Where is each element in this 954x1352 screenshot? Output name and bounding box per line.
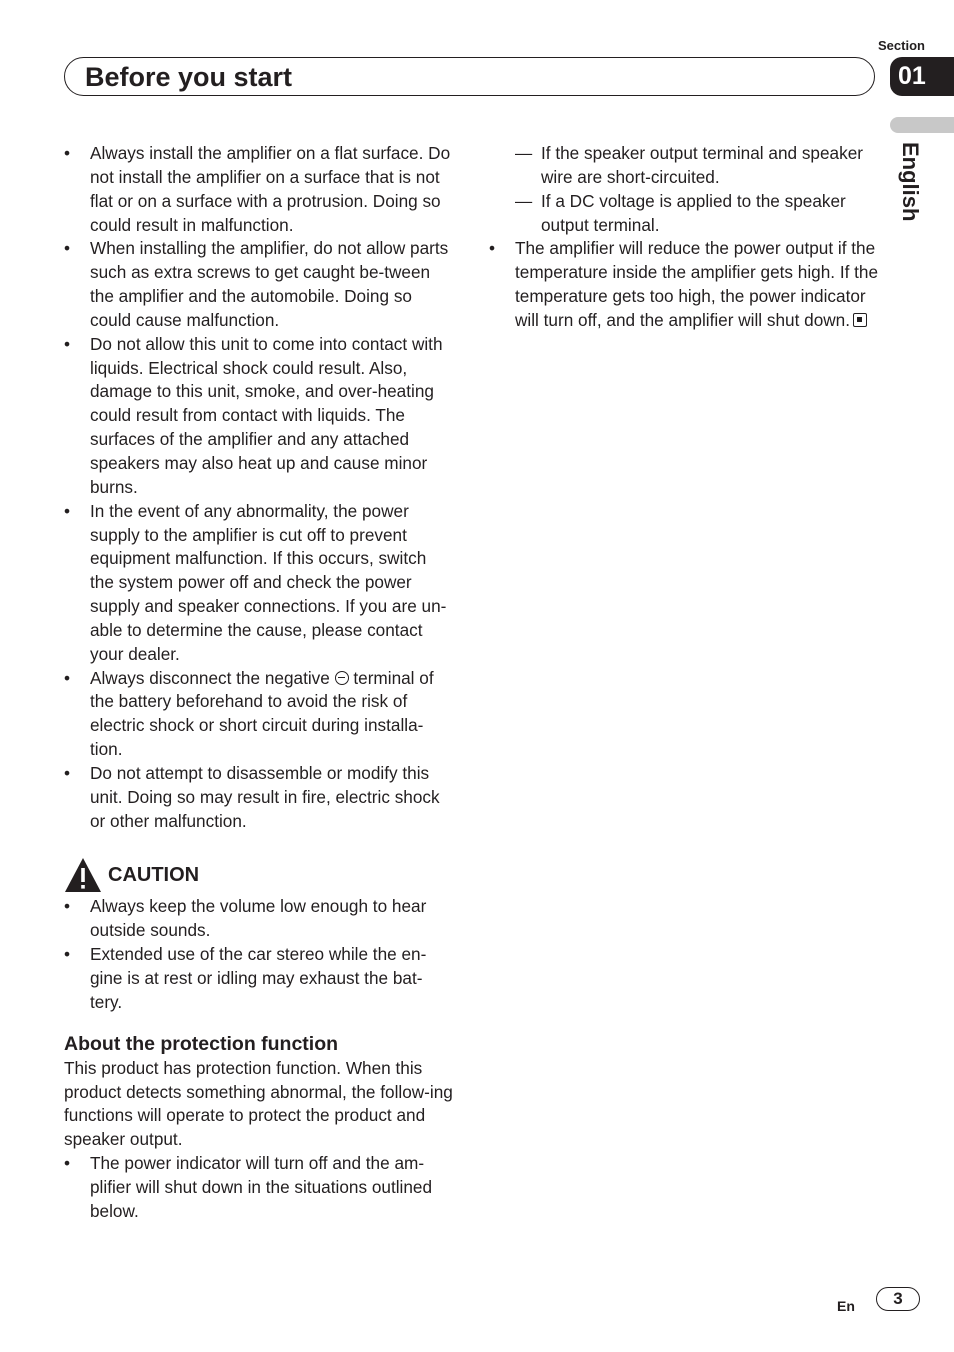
protection-heading: About the protection function — [64, 1032, 339, 1055]
language-tab-marker — [890, 117, 954, 133]
caution-list — [64, 895, 454, 1014]
list-item-negative-terminal — [64, 667, 454, 762]
precautions-list — [64, 142, 454, 833]
list-item: • In the event of any abnormality, the power supply to the amplifier is cut off to prevent equipment malfunction. If this occurs, switch the system power off and check the power supply and speaker connections. If you are un-able to determine the cause, please contact your dealer. — [64, 500, 454, 667]
title-bar — [64, 57, 875, 96]
negative-text-before: Always disconnect the negative — [90, 667, 330, 688]
footer-language-code: En — [837, 1298, 855, 1314]
negative-terminal-icon — [335, 671, 349, 685]
list-item: • The power indicator will turn off and the am-plifier will shut down in the situations outlined below. — [64, 1152, 454, 1224]
list-item: • Do not allow this unit to come into contact with liquids. Electrical shock could result. Also, damage to this unit, smoke, and over-heating could result from contact with liquids. The surfaces of the amplifier and any attached speakers may also heat up and cause minor burns. — [64, 333, 454, 500]
language-tab-label: English — [898, 142, 923, 222]
list-item-power-reduction — [489, 237, 879, 332]
list-item: — If a DC voltage is applied to the speaker output terminal. — [489, 190, 879, 238]
list-item: • Do not attempt to disassemble or modify this unit. Doing so may result in fire, electric shock or other malfunction. — [64, 762, 454, 834]
page-title: Before you start — [85, 62, 293, 92]
left-column — [64, 142, 454, 1224]
power-reduction-text: The amplifier will reduce the power output if the temperature inside the amplifier gets high. If the temperature gets too high, the power indicator will turn off, and the amplifier will shut down. — [515, 238, 879, 330]
list-item: • Extended use of the car stereo while the en-gine is at rest or idling may exhaust the bat-tery. — [64, 943, 454, 1015]
caution-heading — [64, 855, 454, 895]
negative-text-after: terminal of the battery beforehand to avoid the risk of electric shock or short circuit during installa-tion. — [90, 667, 434, 760]
protection-intro: This product has protection function. When this product detects something abnormal, the follow-ing functions will operate to protect the product and speaker output. — [64, 1057, 453, 1150]
protection-situations-list — [489, 142, 879, 333]
warning-triangle-icon — [64, 857, 102, 893]
section-label: Section — [878, 38, 925, 53]
list-item: • Always keep the volume low enough to hear outside sounds. — [64, 895, 454, 943]
list-item: — If the speaker output terminal and speaker wire are short-circuited. — [489, 142, 879, 190]
page-number: 3 — [876, 1287, 920, 1311]
section-number-badge: 01 — [890, 57, 954, 96]
list-item: • When installing the amplifier, do not allow parts such as extra screws to get caught be-tween the amplifier and the automobile. Doing so could cause malfunction. — [64, 237, 454, 332]
protection-list — [64, 1152, 454, 1224]
list-item: • Always install the amplifier on a flat surface. Do not install the amplifier on a surface that is not flat or on a surface with a protrusion. Doing so could result in malfunction. — [64, 142, 454, 237]
caution-label: CAUTION — [108, 863, 200, 886]
end-mark-icon — [853, 313, 867, 327]
right-column — [489, 142, 879, 333]
